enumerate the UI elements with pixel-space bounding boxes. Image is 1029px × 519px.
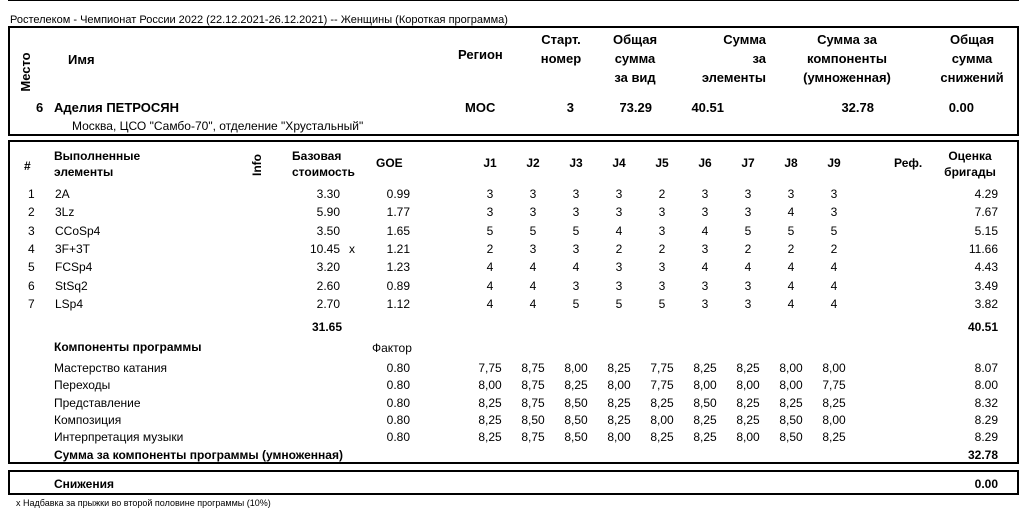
col-header-judge: J9 [827, 156, 841, 170]
judge-score: 4 [787, 278, 795, 293]
element-base-value: 5.90 [316, 205, 340, 220]
judge-score: 3 [658, 205, 666, 220]
judge-score: 3 [744, 296, 752, 311]
component-judge-score: 8,50 [779, 430, 803, 445]
element-code: CCoSp4 [55, 223, 101, 238]
judge-score: 2 [787, 241, 795, 256]
judge-score: 3 [615, 205, 623, 220]
header-total-score [600, 30, 670, 87]
component-score: 8.29 [974, 430, 998, 445]
element-goe: 0.99 [386, 187, 410, 201]
components-total: 32.78 [967, 448, 998, 462]
judge-score: 3 [572, 187, 580, 201]
header-deductions-line1: Общая [949, 32, 995, 47]
component-judge-score: 7,75 [822, 378, 846, 393]
col-header-judge: J3 [569, 156, 583, 170]
col-header-info: Info [250, 154, 264, 176]
judge-score: 4 [529, 278, 537, 293]
component-judge-score: 8,75 [521, 378, 545, 393]
judge-score: 3 [701, 241, 709, 256]
component-judge-score: 8,00 [822, 361, 846, 375]
judge-score: 4 [486, 260, 494, 275]
skater-name: Аделия ПЕТРОСЯН [54, 100, 180, 115]
col-header-elements-line1: Выполненные [54, 149, 141, 163]
element-num: 3 [28, 223, 35, 238]
component-judge-score: 7,75 [650, 378, 674, 393]
judge-score: 5 [572, 223, 580, 238]
judge-score: 4 [572, 260, 580, 275]
col-header-panel-line1: Оценка [948, 149, 992, 163]
judge-score: 3 [615, 260, 623, 275]
deductions-value: 0.00 [974, 477, 998, 491]
skater-summary-box [8, 26, 1019, 136]
col-header-judge: J4 [612, 156, 626, 170]
judge-score: 2 [744, 241, 752, 256]
header-elements-score [686, 30, 766, 87]
element-goe: 1.23 [386, 260, 410, 275]
component-judge-score: 7,75 [650, 361, 674, 375]
component-judge-score: 8,25 [607, 361, 631, 375]
element-panel-score: 11.66 [968, 241, 998, 256]
judge-score: 3 [701, 205, 709, 220]
component-judge-score: 8,00 [779, 378, 803, 393]
details-box [8, 140, 1019, 464]
component-judge-score: 8,50 [521, 412, 545, 427]
component-judge-score: 8,25 [478, 395, 502, 410]
header-deductions-line3: снижений [940, 70, 1004, 85]
header-deductions [932, 30, 1012, 87]
col-header-ref: Реф. [894, 156, 923, 170]
component-name: Представление [54, 395, 141, 410]
judge-score: 3 [701, 187, 709, 201]
component-judge-score: 8,50 [564, 412, 588, 427]
element-num: 2 [28, 205, 35, 220]
component-judge-score: 8,00 [736, 430, 760, 445]
component-judge-score: 8,00 [607, 378, 631, 393]
judge-score: 4 [615, 223, 623, 238]
skater-region: МОС [465, 100, 496, 115]
element-code: StSq2 [55, 278, 88, 293]
col-header-judge: J2 [526, 156, 540, 170]
component-judge-score: 8,25 [478, 430, 502, 445]
element-panel-score: 3.82 [974, 296, 998, 311]
skater-place: 6 [36, 100, 44, 115]
judge-score: 3 [744, 187, 752, 201]
element-panel-score: 4.43 [974, 260, 998, 275]
judge-score: 5 [744, 223, 752, 238]
col-header-elements-line2: элементы [54, 165, 114, 179]
judge-score: 5 [658, 296, 666, 311]
element-panel-score: 7.67 [974, 205, 998, 220]
component-score: 8.32 [974, 395, 998, 410]
header-total-score-line3: за вид [614, 70, 656, 85]
factor-label: Фактор [372, 341, 412, 355]
component-judge-score: 8,50 [564, 430, 588, 445]
component-judge-score: 8,00 [607, 430, 631, 445]
header-deductions-line2: сумма [951, 51, 993, 66]
col-header-base-line1: Базовая [292, 149, 342, 163]
event-title: Ростелеком - Чемпионат России 2022 (22.12.2021-26.12.2021) -- Женщины (Короткая программа) [10, 14, 508, 26]
header-components-score [792, 30, 902, 87]
component-judge-score: 8,25 [650, 430, 674, 445]
component-judge-score: 8,00 [564, 361, 588, 375]
component-judge-score: 8,00 [478, 378, 502, 393]
component-factor: 0.80 [386, 378, 410, 393]
component-judge-score: 8,75 [521, 430, 545, 445]
judge-score: 3 [615, 278, 623, 293]
element-code: LSp4 [55, 296, 84, 311]
col-header-judge: J8 [784, 156, 798, 170]
element-goe: 1.21 [386, 241, 410, 256]
judge-score: 4 [529, 296, 537, 311]
judge-score: 3 [658, 278, 666, 293]
header-total-score-line2: сумма [614, 51, 656, 66]
col-header-judge: J6 [698, 156, 712, 170]
judge-score: 4 [787, 205, 795, 220]
element-num: 4 [28, 241, 35, 256]
col-header-goe: GOE [376, 156, 403, 170]
judge-score: 4 [486, 296, 494, 311]
component-name: Композиция [54, 412, 122, 427]
component-name: Интерпретация музыки [54, 430, 184, 445]
element-goe: 0.89 [386, 278, 410, 293]
element-code: 2A [55, 187, 70, 201]
component-judge-score: 8,25 [822, 430, 846, 445]
header-start-number-line1: Старт. [541, 32, 581, 47]
element-num: 6 [28, 278, 35, 293]
header-start-number [526, 30, 596, 68]
component-judge-score: 8,75 [521, 361, 545, 375]
element-code: 3F+3T [55, 241, 91, 256]
element-base-value: 3.50 [316, 223, 340, 238]
component-score: 8.07 [974, 361, 998, 375]
judge-score: 5 [830, 223, 838, 238]
judge-score: 3 [830, 187, 838, 201]
skater-start-number: 3 [566, 100, 574, 115]
judge-score: 3 [830, 205, 838, 220]
col-header-panel-score [940, 148, 1000, 180]
judge-score: 3 [486, 187, 494, 201]
judge-score: 4 [701, 223, 709, 238]
component-factor: 0.80 [386, 395, 410, 410]
component-score: 8.29 [974, 412, 998, 427]
element-base-value: 10.45 [309, 241, 340, 256]
header-elements-score-line1: Сумма [723, 32, 766, 47]
skater-deductions: 0.00 [948, 100, 974, 115]
component-judge-score: 8,00 [693, 378, 717, 393]
component-judge-score: 8,00 [736, 378, 760, 393]
judge-score: 4 [744, 260, 752, 275]
component-judge-score: 8,25 [822, 395, 846, 410]
header-components-score-line3: (умноженная) [803, 70, 891, 85]
col-header-judge: J7 [741, 156, 755, 170]
judge-score: 5 [572, 296, 580, 311]
judge-score: 4 [830, 260, 838, 275]
footnote: x Надбавка за прыжки во второй половине программы (10%) [16, 498, 271, 508]
element-goe: 1.77 [386, 205, 410, 220]
judge-score: 4 [529, 260, 537, 275]
component-judge-score: 8,25 [693, 430, 717, 445]
judge-score: 5 [787, 223, 795, 238]
component-judge-score: 8,25 [650, 395, 674, 410]
judge-score: 5 [615, 296, 623, 311]
judge-score: 2 [615, 241, 623, 256]
element-base-value: 3.20 [316, 260, 340, 275]
component-factor: 0.80 [386, 430, 410, 445]
judge-score: 3 [744, 205, 752, 220]
element-base-value: 3.30 [316, 187, 340, 201]
judge-score: 4 [486, 278, 494, 293]
component-judge-score: 8,25 [693, 361, 717, 375]
component-judge-score: 8,50 [779, 412, 803, 427]
base-total: 31.65 [311, 320, 342, 334]
component-judge-score: 8,25 [779, 395, 803, 410]
component-judge-score: 8,25 [607, 395, 631, 410]
deductions-box [8, 470, 1019, 495]
component-judge-score: 8,50 [564, 395, 588, 410]
skater-club: Москва, ЦСО "Самбо-70", отделение "Хрустальный" [72, 119, 364, 133]
judge-score: 3 [701, 278, 709, 293]
judge-score: 2 [658, 241, 666, 256]
col-header-panel-line2: бригады [944, 165, 996, 179]
judge-score: 3 [701, 296, 709, 311]
elements-score-total: 40.51 [967, 320, 998, 334]
judge-score: 5 [486, 223, 494, 238]
col-header-judge: J1 [483, 156, 497, 170]
element-goe: 1.12 [386, 296, 410, 311]
judge-score: 4 [830, 278, 838, 293]
judge-score: 3 [658, 223, 666, 238]
component-score: 8.00 [974, 378, 998, 393]
skater-elements-score: 40.51 [691, 100, 724, 115]
element-code: FCSp4 [55, 260, 93, 275]
element-base-value: 2.70 [316, 296, 340, 311]
top-rule [8, 0, 1019, 1]
judge-score: 3 [572, 278, 580, 293]
component-judge-score: 8,25 [693, 412, 717, 427]
judge-score: 4 [787, 260, 795, 275]
col-header-base-line2: стоимость [292, 165, 355, 179]
component-judge-score: 8,25 [478, 412, 502, 427]
components-title: Компоненты программы [54, 340, 202, 354]
element-panel-score: 4.29 [974, 187, 998, 201]
component-judge-score: 8,25 [607, 412, 631, 427]
judge-score: 2 [830, 241, 838, 256]
judge-score: 3 [615, 187, 623, 201]
component-judge-score: 8,25 [736, 361, 760, 375]
component-judge-score: 8,25 [736, 412, 760, 427]
judge-score: 3 [744, 278, 752, 293]
skater-components-score: 32.78 [841, 100, 874, 115]
skater-total-score: 73.29 [619, 100, 652, 115]
element-num: 7 [28, 296, 35, 311]
components-total-label: Сумма за компоненты программы (умноженная) [54, 448, 343, 462]
header-place: Место [18, 52, 33, 92]
judge-score: 4 [701, 260, 709, 275]
judge-score: 3 [486, 205, 494, 220]
component-judge-score: 8,25 [736, 395, 760, 410]
element-info: x [349, 241, 355, 256]
header-elements-score-line3: элементы [701, 70, 766, 85]
col-header-num: # [24, 159, 31, 173]
element-goe: 1.65 [386, 223, 410, 238]
element-base-value: 2.60 [316, 278, 340, 293]
component-judge-score: 8,00 [822, 412, 846, 427]
deductions-label: Снижения [54, 477, 114, 491]
component-judge-score: 8,00 [650, 412, 674, 427]
judge-score: 3 [658, 260, 666, 275]
component-judge-score: 8,00 [779, 361, 803, 375]
judge-score: 3 [572, 241, 580, 256]
header-components-score-line1: Сумма за [817, 32, 877, 47]
judge-score: 2 [486, 241, 494, 256]
component-judge-score: 7,75 [478, 361, 502, 375]
judge-score: 3 [529, 205, 537, 220]
component-factor: 0.80 [386, 412, 410, 427]
judge-score: 3 [787, 187, 795, 201]
component-name: Переходы [54, 378, 111, 393]
judge-score: 4 [830, 296, 838, 311]
col-header-judge: J5 [655, 156, 669, 170]
element-panel-score: 5.15 [974, 223, 998, 238]
element-num: 5 [28, 260, 35, 275]
header-name: Имя [68, 52, 95, 67]
col-header-base-value [292, 148, 355, 180]
judge-score: 3 [529, 241, 537, 256]
judge-score: 3 [529, 187, 537, 201]
component-judge-score: 8,75 [521, 395, 545, 410]
component-judge-score: 8,50 [693, 395, 717, 410]
header-elements-score-line2: за [752, 51, 766, 66]
judge-score: 4 [787, 296, 795, 311]
header-total-score-line1: Общая [612, 32, 658, 47]
element-panel-score: 3.49 [974, 278, 998, 293]
judge-score: 3 [572, 205, 580, 220]
element-code: 3Lz [55, 205, 75, 220]
component-factor: 0.80 [386, 361, 410, 375]
col-header-elements [54, 148, 140, 180]
header-start-number-line2: номер [540, 51, 582, 66]
component-judge-score: 8,25 [564, 378, 588, 393]
judge-score: 2 [658, 187, 666, 201]
judge-score: 5 [529, 223, 537, 238]
header-components-score-line2: компоненты [807, 51, 887, 66]
element-num: 1 [28, 187, 35, 201]
component-name: Мастерство катания [54, 361, 168, 375]
header-region: Регион [458, 47, 503, 62]
